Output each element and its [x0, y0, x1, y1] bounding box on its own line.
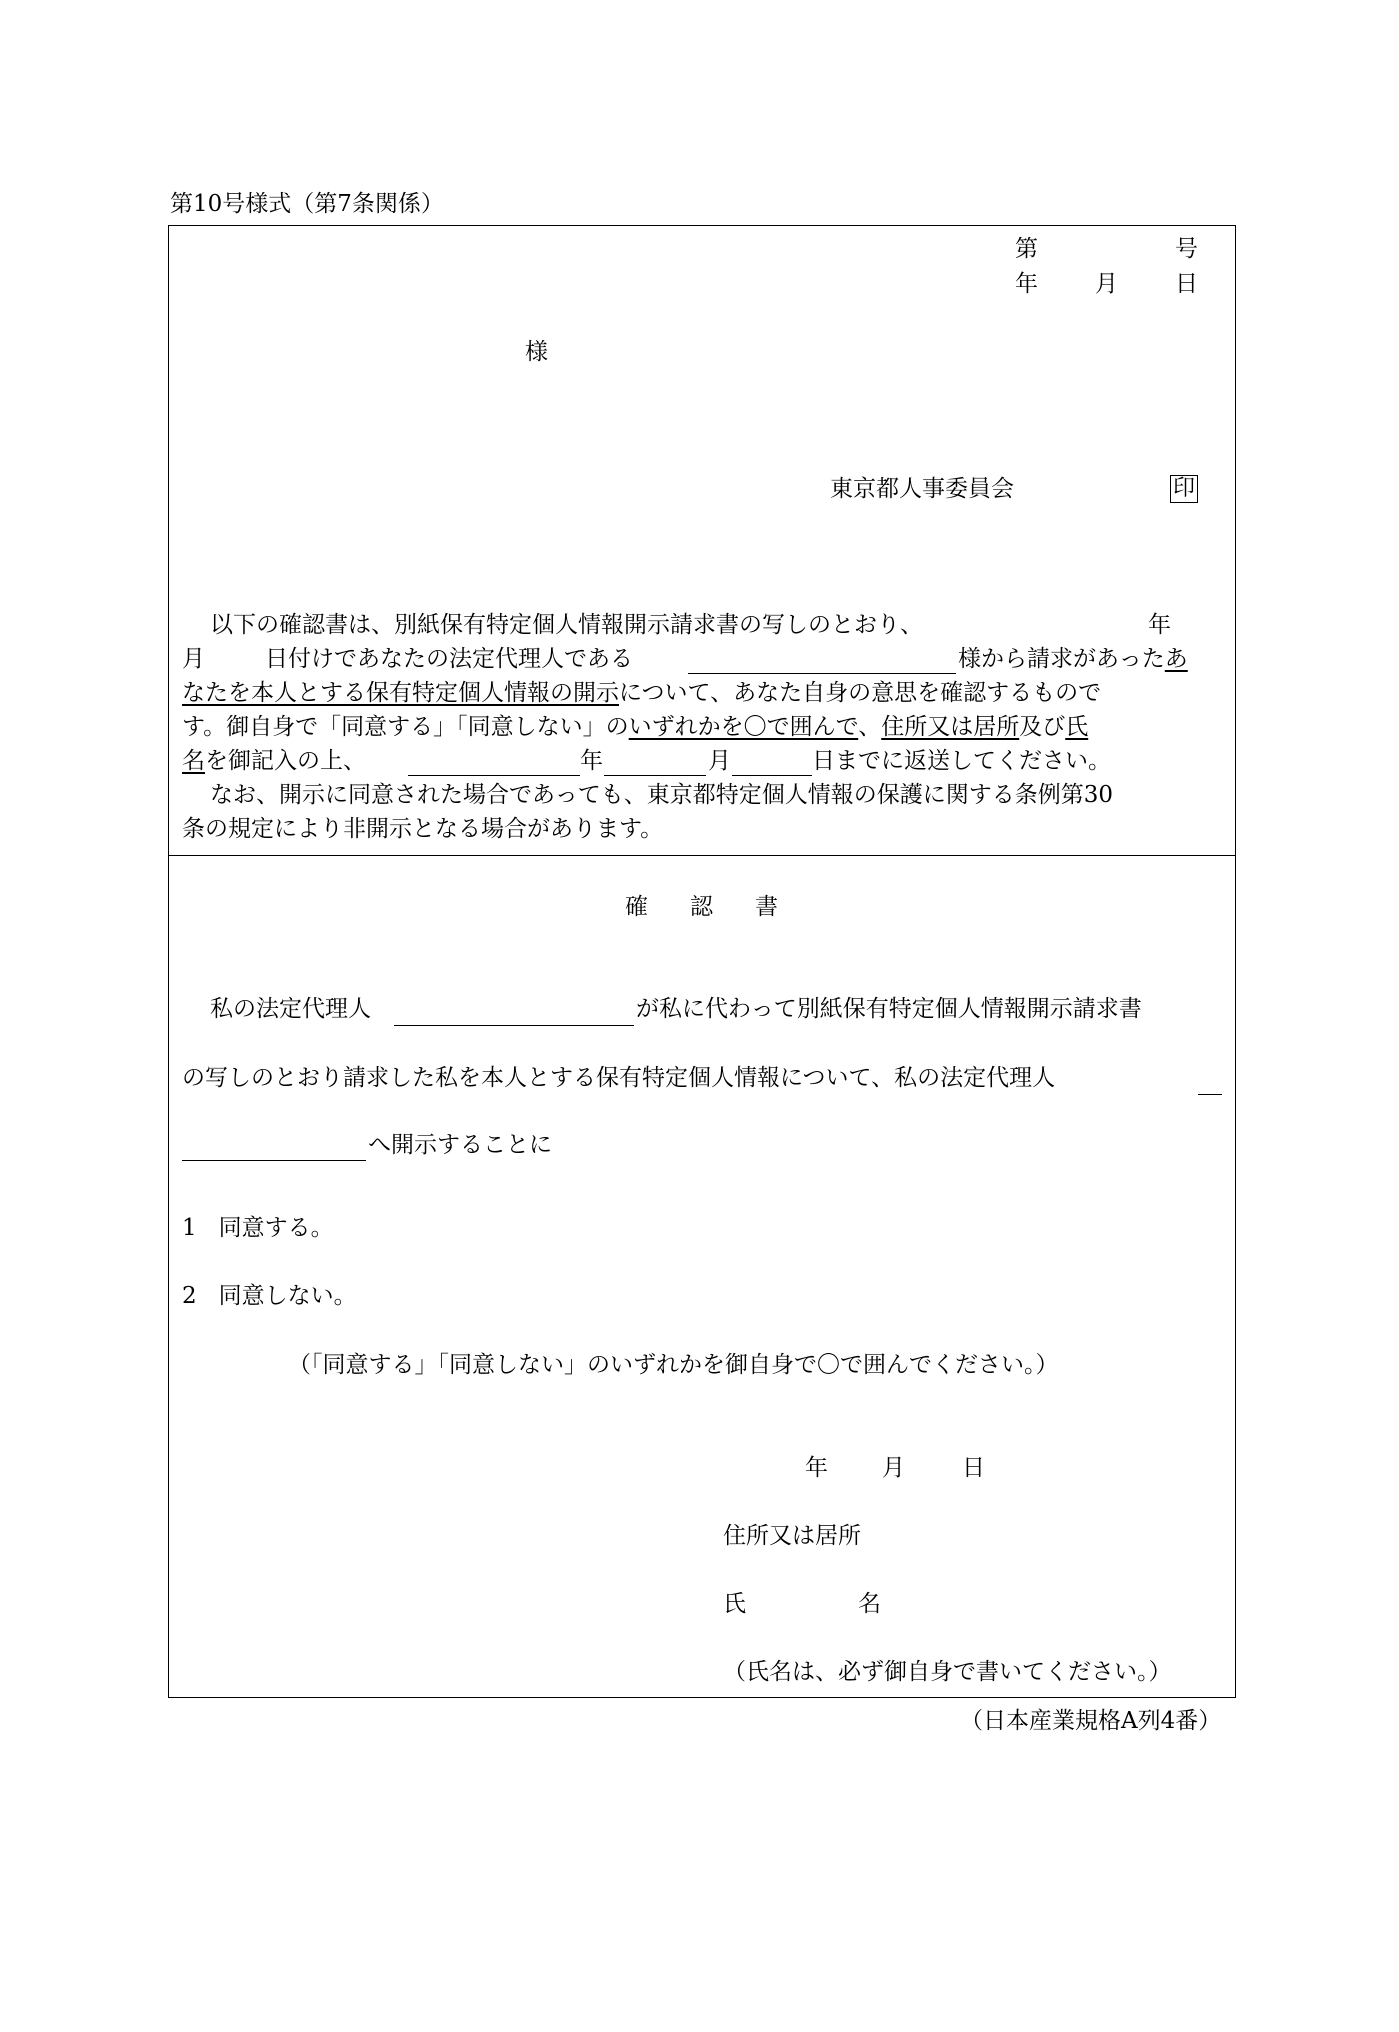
address-label: 住所又は居所 — [723, 1523, 861, 1549]
option-label: 同意しない。 — [218, 1283, 357, 1309]
option-agree[interactable] — [182, 1217, 334, 1240]
notice-underlined-text: 住所又は居所 — [881, 714, 1020, 740]
circle-instruction: （「同意する」「同意しない」のいずれかを御自身で〇で囲んでください。） — [288, 1352, 1059, 1378]
addressee-suffix: 様 — [525, 339, 548, 365]
notice-text: 様から請求があった — [958, 646, 1165, 672]
notice-year: 年 — [1148, 612, 1171, 638]
return-day-blank[interactable] — [732, 775, 812, 776]
notice-line-6: なお、開示に同意された場合であっても、東京都特定個人情報の保護に関する条例第30 — [210, 782, 1114, 808]
confirmation-title-char: 認 — [690, 894, 713, 920]
name-label-second: 名 — [858, 1591, 881, 1617]
confirmation-title-char: 確 — [625, 894, 648, 920]
name-label-first: 氏 — [723, 1591, 746, 1617]
number-suffix: 号 — [1175, 236, 1198, 262]
notice-line-4 — [182, 716, 1088, 739]
notice-month: 月 — [182, 646, 205, 672]
notice-text: 以下の確認書は、別紙保有特定個人情報開示請求書の写しのとおり、 — [210, 612, 923, 638]
number-prefix: 第 — [1015, 236, 1038, 262]
notice-line-1 — [210, 614, 923, 637]
notice-text: 日付けであなたの法定代理人である — [265, 646, 633, 672]
notice-line-7: 条の規定により非開示となる場合があります。 — [182, 816, 664, 842]
legal-agent-blank-2b[interactable] — [182, 1160, 366, 1161]
notice-underlined-text: なたを本人とする保有特定個人情報の開示 — [182, 680, 619, 706]
option-number: 1 — [182, 1215, 197, 1241]
confirmation-title-char: 書 — [755, 894, 778, 920]
paper-size-note: （日本産業規格A列4番） — [960, 1708, 1222, 1734]
notice-text: について、あなた自身の意思を確認するもので — [619, 680, 1102, 706]
signature-note: （氏名は、必ず御自身で書いてください。） — [723, 1659, 1172, 1685]
confirmation-line-2: の写しのとおり請求した私を本人とする保有特定個人情報について、私の法定代理人 — [182, 1065, 1056, 1091]
notice-text: を御記入の上、 — [205, 748, 366, 774]
signature-day: 日 — [962, 1455, 985, 1481]
notice-underlined-text: 氏 — [1065, 714, 1089, 740]
return-year-blank[interactable] — [408, 775, 580, 776]
issuer-name: 東京都人事委員会 — [830, 476, 1014, 502]
return-year: 年 — [580, 748, 603, 774]
legal-agent-blank-2a[interactable] — [1198, 1094, 1222, 1095]
confirmation-line-1a: 私の法定代理人 — [210, 996, 371, 1022]
notice-underlined-text: 名 — [182, 748, 205, 774]
option-disagree[interactable] — [182, 1285, 357, 1308]
notice-line-2 — [265, 648, 633, 671]
option-number: 2 — [182, 1283, 197, 1309]
notice-text: 、 — [858, 714, 882, 740]
notice-text: 及び — [1019, 714, 1066, 740]
notice-line-2-end — [958, 648, 1188, 671]
return-month-blank[interactable] — [604, 775, 706, 776]
notice-line-3 — [182, 682, 1101, 705]
return-month: 月 — [708, 748, 731, 774]
signature-year: 年 — [805, 1455, 828, 1481]
option-label: 同意する。 — [218, 1215, 334, 1241]
seal-mark: 印 — [1170, 475, 1198, 503]
notice-text: す。御自身で「同意する」「同意しない」の — [182, 714, 629, 740]
section-divider — [168, 855, 1236, 856]
notice-line-5 — [182, 750, 366, 773]
notice-underlined-text: いずれかを〇で囲んで — [628, 714, 859, 740]
form-number: 第10号様式（第7条関係） — [170, 191, 444, 217]
header-month: 月 — [1095, 271, 1118, 297]
return-deadline-text: 日までに返送してください。 — [812, 748, 1111, 774]
legal-agent-blank-1[interactable] — [394, 1025, 634, 1026]
form-frame — [168, 225, 1236, 1698]
agent-name-blank[interactable] — [688, 673, 956, 674]
confirmation-line-1b: が私に代わって別紙保有特定個人情報開示請求書 — [636, 996, 1142, 1022]
confirmation-line-3: へ開示することに — [368, 1132, 552, 1158]
signature-month: 月 — [882, 1455, 905, 1481]
header-day: 日 — [1175, 271, 1198, 297]
header-year: 年 — [1015, 271, 1038, 297]
notice-underlined-text: あ — [1164, 646, 1188, 672]
